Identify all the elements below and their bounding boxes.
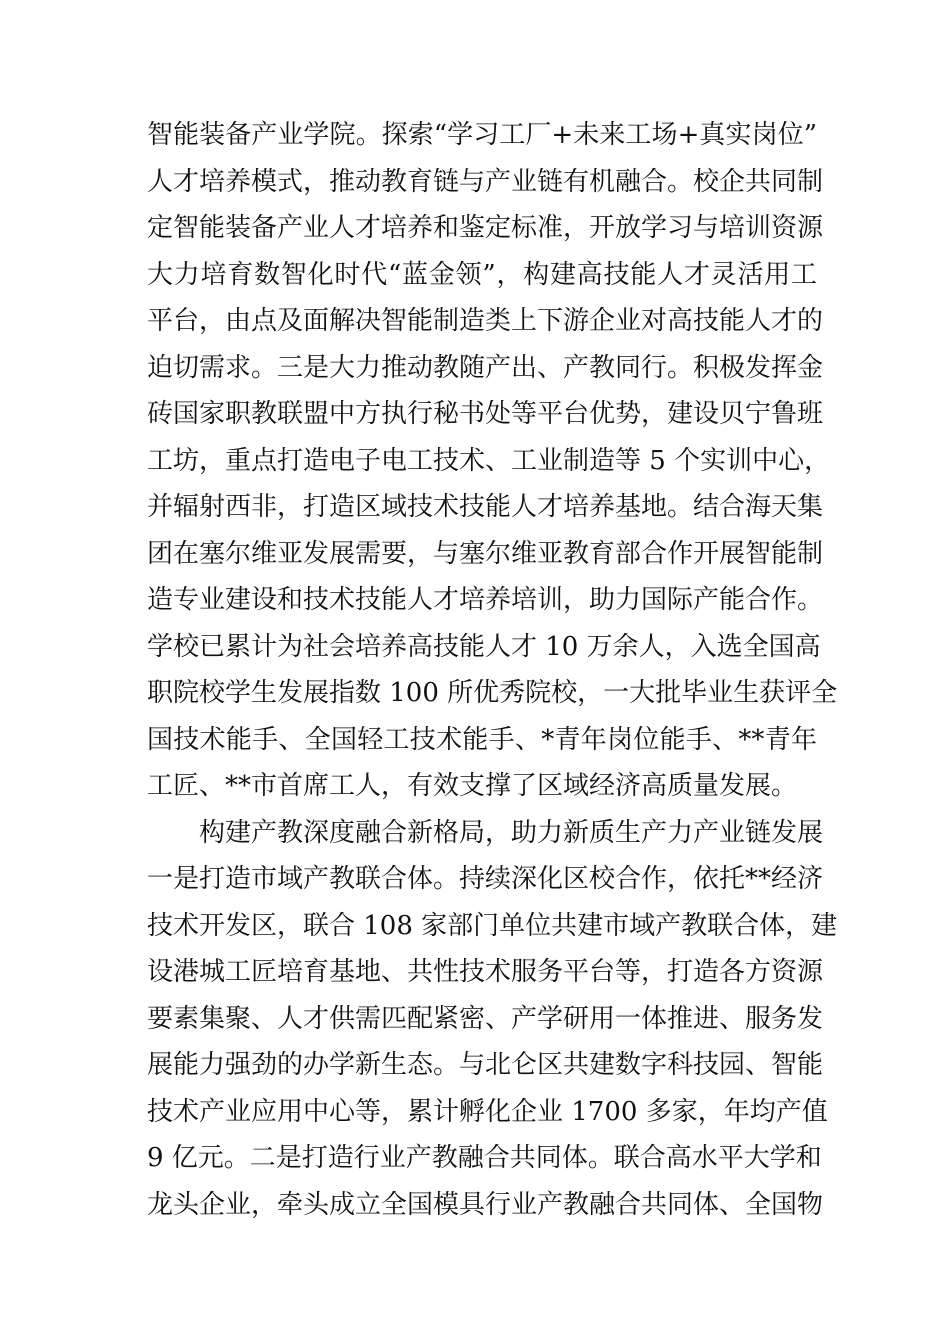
text-line: 一是打造市域产教联合体。持续深化区校合作，依托**经济 (147, 864, 824, 894)
text-line: 智能装备产业学院。探索“学习工厂+未来工场+真实岗位” (147, 120, 817, 150)
text-line: 并辐射西非，打造区域技术技能人才培养基地。结合海天集 (147, 492, 824, 522)
text-line: 平台，由点及面解决智能制造类上下游企业对高技能人才的 (147, 306, 824, 336)
text-line: 砖国家职教联盟中方执行秘书处等平台优势，建设贝宁鲁班 (147, 399, 824, 429)
text-line: 龙头企业，牵头成立全国模具行业产教融合共同体、全国物 (147, 1189, 824, 1220)
text-line: 大力培育数智化时代“蓝金领”，构建高技能人才灵活用工 (147, 259, 817, 290)
text-line: 技术开发区，联合 108 家部门单位共建市域产教联合体，建 (147, 910, 838, 941)
paragraph-heading: 构建产教深度融合新格局，助力新质生产力产业链发展 (199, 817, 824, 848)
text-line: 造专业建设和技术技能人才培养培训，助力国际产能合作。 (147, 585, 824, 615)
text-line: 工匠、**市首席工人，有效支撑了区域经济高质量发展。 (147, 771, 798, 801)
text-line: 9 亿元。二是打造行业产教融合共同体。联合高水平大学和 (147, 1143, 822, 1173)
text-line: 国技术能手、全国轻工技术能手、*青年岗位能手、**青年 (147, 724, 817, 755)
text-line: 迫切需求。三是大力推动教随产出、产教同行。积极发挥金 (147, 352, 824, 383)
text-line: 职院校学生发展指数 100 所优秀院校，一大批毕业生获评全 (147, 678, 838, 708)
text-line: 定智能装备产业人才培养和鉴定标准，开放学习与培训资源 (147, 213, 824, 243)
text-line: 工坊，重点打造电子电工技术、工业制造等 5 个实训中心， (147, 445, 831, 476)
text-line: 要素集聚、人才供需匹配紧密、产学研用一体推进、服务发 (147, 1003, 824, 1034)
text-line: 学校已累计为社会培养高技能人才 10 万余人，入选全国高 (147, 631, 821, 662)
text-line: 技术产业应用中心等，累计孵化企业 1700 多家，年均产值 (147, 1096, 828, 1127)
text-line: 人才培养模式，推动教育链与产业链有机融合。校企共同制 (147, 166, 824, 197)
text-line: 展能力强劲的办学新生态。与北仑区共建数字科技园、智能 (147, 1050, 824, 1080)
text-line: 设港城工匠培育基地、共性技术服务平台等，打造各方资源 (147, 957, 824, 987)
text-line: 团在塞尔维亚发展需要，与塞尔维亚教育部合作开展智能制 (147, 538, 824, 569)
body-text (147, 112, 838, 1228)
